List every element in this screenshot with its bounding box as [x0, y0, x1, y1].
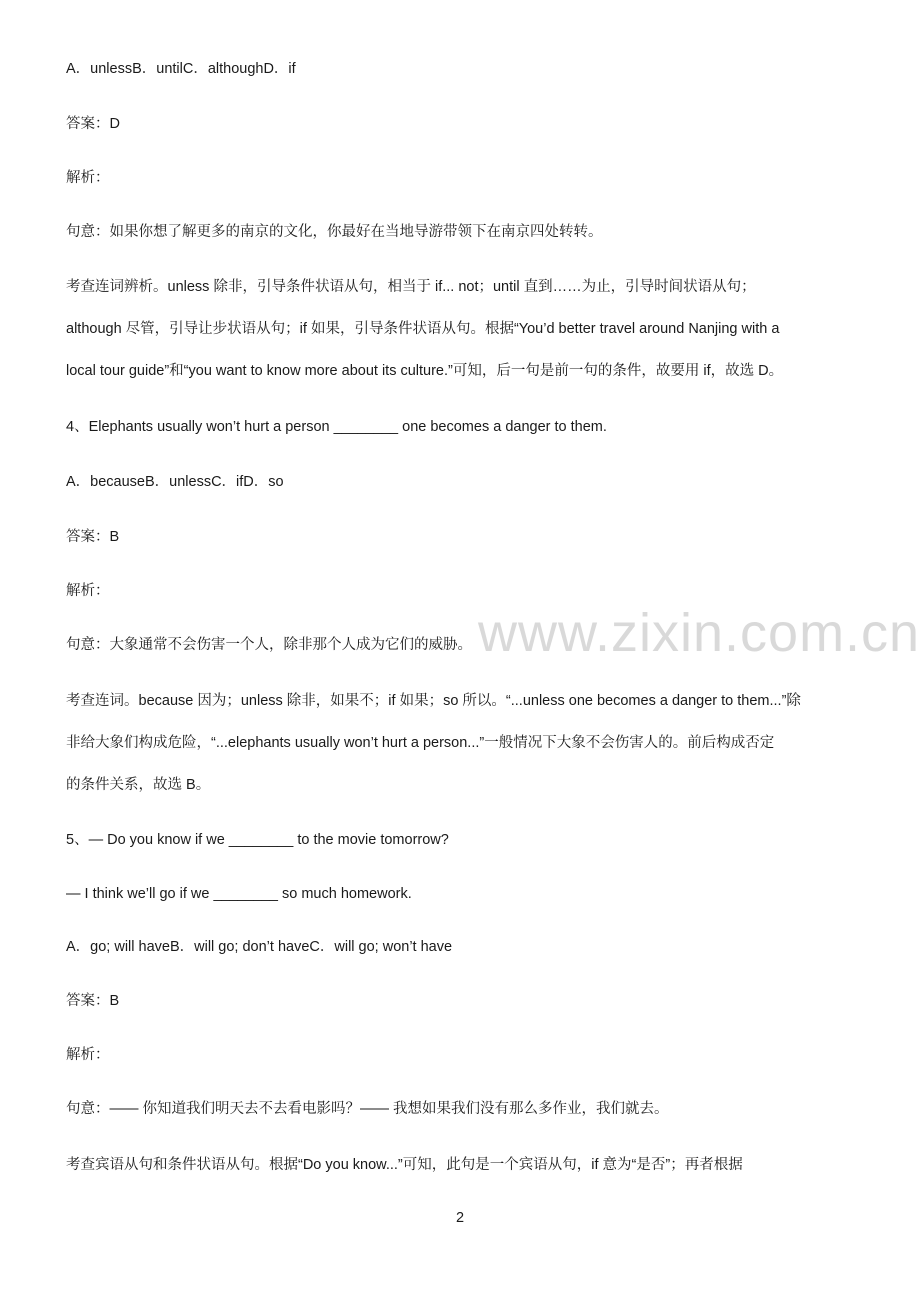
q4-explanation-line: 非给大象们构成危险，“...elephants usually won’t hurt a person...”一般情况下大象不会伤害人的。前后构成否定 [66, 735, 775, 751]
q5-answer: 答案：B [66, 993, 120, 1009]
q5-explanation: 考查宾语从句和条件状语从句。根据“Do you know...”可知，此句是一个宾语从句，if 意为“是否”；再者根据 [66, 1157, 743, 1173]
q3-explanation-line: local tour guide”和“you want to know more about its culture.”可知，后一句是前一句的条件，故要用 if，故选 D。 [66, 363, 784, 379]
q3-analysis-label: 解析： [66, 170, 110, 186]
q4-question: 4、Elephants usually won’t hurt a person ________ one becomes a danger to them. [66, 419, 607, 435]
q3-meaning: 句意：如果你想了解更多的南京的文化，你最好在当地导游带领下在南京四处转转。 [66, 224, 603, 240]
q4-explanation-line: 的条件关系，故选 B。 [66, 777, 211, 793]
q4-options: A．becauseB．unlessC．ifD．so [66, 474, 284, 490]
q4-answer: 答案：B [66, 529, 120, 545]
q3-explanation-line: 考查连词辨析。unless 除非，引导条件状语从句，相当于 if... not；until 直到……为止，引导时间状语从句； [66, 279, 756, 295]
q3-explanation-line: although 尽管，引导让步状语从句；if 如果，引导条件状语从句。根据“You’d better travel around Nanjing with a [66, 321, 780, 337]
q3-answer: 答案：D [66, 116, 120, 132]
q5-analysis-label: 解析： [66, 1047, 110, 1063]
q4-explanation [66, 680, 856, 806]
q5-options: A．go; will haveB．will go; don’t haveC．will go; won’t have [66, 939, 453, 955]
watermark: www.zixin.com.cn [478, 603, 920, 663]
page-number: 2 [455, 1210, 465, 1226]
q4-explanation-line: 考查连词。because 因为；unless 除非，如果不；if 如果；so 所以。“...unless one becomes a danger to them...”除 [66, 693, 801, 709]
q4-analysis-label: 解析： [66, 583, 110, 599]
q3-explanation [66, 266, 856, 392]
q5-question-line2: — I think we’ll go if we ________ so much homework. [66, 886, 412, 902]
q5-question-line1: 5、— Do you know if we ________ to the movie tomorrow? [66, 832, 449, 848]
q5-meaning: 句意：—— 你知道我们明天去不去看电影吗？—— 我想如果我们没有那么多作业，我们就去。 [66, 1101, 669, 1117]
q4-meaning: 句意：大象通常不会伤害一个人，除非那个人成为它们的威胁。 [66, 637, 472, 653]
q3-options: A．unlessB．untilC．althoughD．if [66, 61, 296, 77]
